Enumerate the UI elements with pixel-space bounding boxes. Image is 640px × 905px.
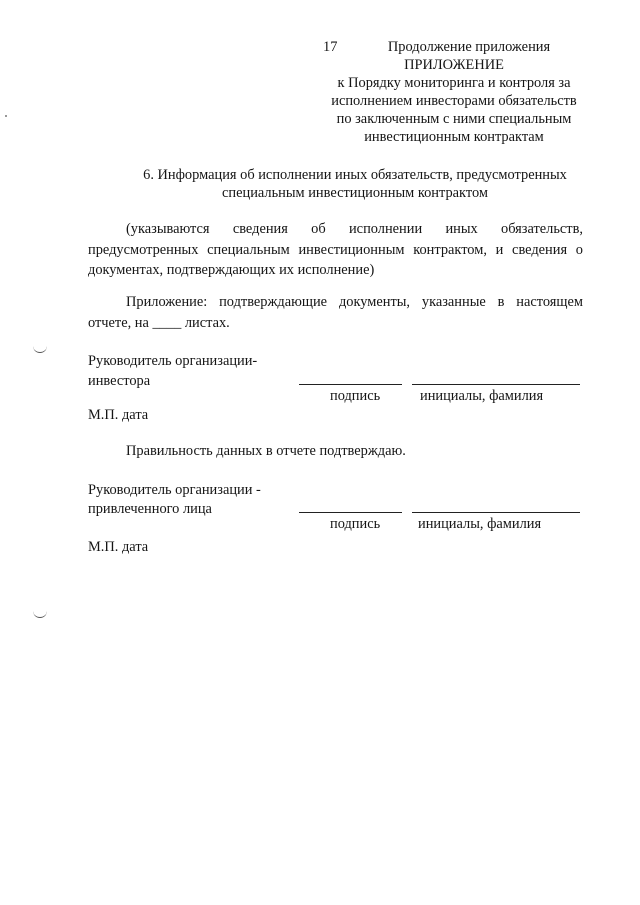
scan-dot	[5, 115, 7, 117]
investor-stamp-date: М.П. дата	[88, 407, 149, 423]
annex-line: к Порядку мониторинга и контроля за	[337, 75, 571, 91]
scan-mark	[33, 346, 47, 353]
annex-title: ПРИЛОЖЕНИЕ	[404, 57, 504, 73]
attracted-role-line1: Руководитель организации -	[88, 482, 261, 498]
investor-signature-line	[299, 384, 402, 385]
attracted-role-line2: привлеченного лица	[88, 501, 212, 517]
scan-mark	[33, 611, 47, 618]
description-paragraph	[88, 219, 583, 281]
annex-continuation: Продолжение приложения	[387, 39, 551, 55]
section-title-line: 6. Информация об исполнении иных обязательств, предусмотренных	[143, 167, 567, 183]
investor-role-line2: инвестора	[88, 373, 151, 389]
attracted-name-caption: инициалы, фамилия	[418, 516, 542, 532]
investor-name-caption: инициалы, фамилия	[420, 388, 544, 404]
attachment-text: Приложение: подтверждающие документы, указанные в настоящем отчете, на ____ листах.	[88, 294, 583, 331]
attachment-paragraph	[88, 292, 583, 333]
annex-line: инвестиционным контрактам	[364, 129, 544, 145]
annex-header	[320, 38, 588, 146]
confirmation-text: Правильность данных в отчете подтверждаю.	[126, 443, 406, 459]
description-text: (указываются сведения об исполнении иных обязательств, предусмотренных специальным инвестиционным контрактом, и сведения о документах, подтверждающих их исполнение)	[88, 221, 583, 278]
attracted-signature-line	[299, 512, 402, 513]
investor-name-line	[412, 384, 580, 385]
annex-line: по заключенным с ними специальным	[336, 111, 572, 127]
page-number: 17	[323, 39, 338, 55]
section-title	[70, 166, 640, 202]
attracted-stamp-date: М.П. дата	[88, 539, 149, 555]
section-title-line: специальным инвестиционным контрактом	[222, 185, 488, 201]
annex-line: исполнением инвесторами обязательств	[331, 93, 577, 109]
investor-role-line1: Руководитель организации-	[88, 353, 258, 369]
attracted-name-line	[412, 512, 580, 513]
investor-signature-caption: подпись	[330, 388, 381, 404]
attracted-signature-caption: подпись	[330, 516, 381, 532]
